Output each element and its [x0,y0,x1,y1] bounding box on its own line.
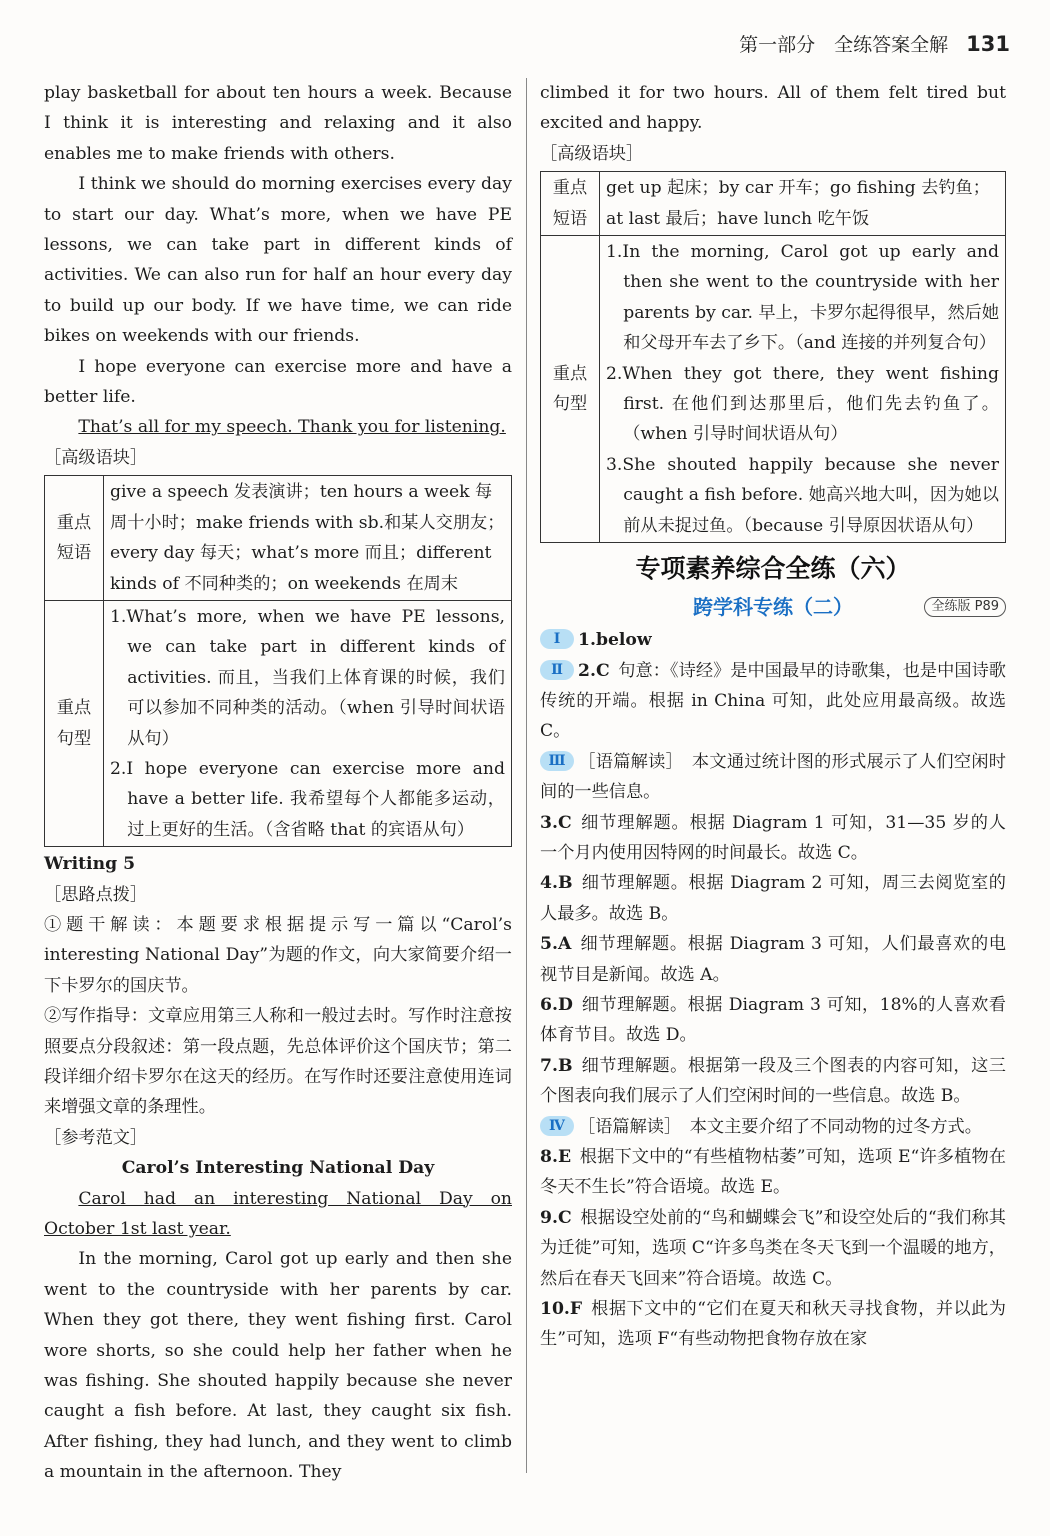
answer-item [540,656,1006,747]
key-phrases: give a speech 发表演讲；ten hours a week 每周十小时；make friends with sb.和某人交朋友；every day 每天；what’s more 而且；different kinds of 不同种类的；on weekends 在周末 [104,476,512,601]
answer-explanation: 细节理解题。根据 Diagram 3 可知，人们最喜欢的电视节目是新闻。故选 A。 [540,934,1006,985]
running-head: 第一部分 全练答案全解 [739,34,949,56]
advanced-chunks-table [44,475,512,847]
answer-item [540,990,1006,1051]
answer-number: 5.A [540,934,572,955]
key-sentence: 3.She shouted happily because she never caught a fish before. 她高兴地大叫，因为她以前从未捉过鱼。（because 引导原因状语从句） [606,454,999,536]
part-badge: Ⅳ [540,1116,574,1136]
speech-paragraph: I hope everyone can exercise more and have a better life. [44,356,512,408]
part-badge: Ⅲ [540,751,574,771]
table-header-sentences: 重点句型 [541,236,600,543]
answer-item [540,1112,1006,1142]
answer-explanation: 根据下文中的“它们在夏天和秋天寻找食物，并以此为生”可知，选项 F“有些动物把食物存放在家 [540,1299,1006,1350]
answer-number: 10.F [540,1299,583,1320]
label-sample: ［参考范文］ [44,1127,148,1148]
section-title: 专项素养综合全练（六） [635,554,911,584]
table-header-sentences: 重点句型 [45,600,104,846]
key-sentence: 2.I hope everyone can exercise more and have a better life. 我希望每个人都能多运动，过上更好的生活。（含省略 that 的宾语从句） [110,758,505,840]
label-advanced-chunks: ［高级语块］ [540,143,644,164]
answer-number: 9.C [540,1207,572,1228]
answer-number: 4.B [540,873,573,894]
thinking-point: ②写作指导：文章应用第三人称和一般过去时。写作时注意按照要点分段叙述：第一段点题，先总体评价这个国庆节；第二段详细介绍卡罗尔在这天的经历。在写作时还要注意使用连词来增强文章的条理性。 [44,1006,512,1118]
part-badge: Ⅱ [540,660,574,680]
writing-title: Writing 5 [44,854,136,875]
answer-explanation: 句意：《诗经》是中国最早的诗歌集，也是中国诗歌传统的开端。根据 in China 可知，此处应用最高级。故选 C。 [540,660,1006,742]
key-sentence: 1.What’s more, when we have PE lessons, we can take part in different kinds of activities. 而且，当我们上体育课的时候，我们可以参加不同种类的活动。（when 引导时间状语从句） [110,606,505,749]
answer-item [540,868,1006,929]
answer-explanation: 细节理解题。根据第一段及三个图表的内容可知，这三个图表向我们展示了人们空闲时间的一些信息。故选 B。 [540,1055,1006,1107]
answer-item [540,808,1006,869]
answer-list [540,625,1006,1355]
thinking-point: ①题干解读：本题要求根据提示写一篇以“Carol’s interesting National Day”为题的作文，向大家简要介绍一下卡罗尔的国庆节。 [44,914,512,996]
sub-title-text: 跨学科专练（二） [693,595,853,620]
table-header-phrases: 重点短语 [541,172,600,236]
column-divider [526,78,527,1473]
answer-item [540,1294,1006,1355]
answer-explanation: 根据设空处前的“鸟和蝴蝶会飞”和设空处后的“我们称其为迁徙”可知，选项 C“许多鸟类在冬天飞到一个温暖的地方，然后在春天飞回来”符合语境。故选 C。 [540,1207,1006,1289]
answer-explanation: 细节理解题。根据 Diagram 3 可知，18%的人喜欢看体育节目。故选 D。 [540,994,1006,1046]
essay-paragraph: Carol had an interesting National Day on October 1st last year. [44,1188,512,1240]
answer-explanation: ［语篇解读］ 本文主要介绍了不同动物的过冬方式。 [578,1116,982,1137]
answer-number: 2.C [578,660,610,681]
part-badge: Ⅰ [540,629,574,649]
answer-explanation: 细节理解题。根据 Diagram 1 可知，31—35 岁的人一个月内使用因特网的时间最长。故选 C。 [540,812,1006,863]
left-column [44,78,512,1488]
key-sentence: 2.When they got there, they went fishing first. 在他们到达那里后，他们先去钓鱼了。（when 引导时间状语从句） [606,363,999,445]
answer-item [540,929,1006,990]
answer-explanation: ［语篇解读］ 本文通过统计图的形式展示了人们空闲时间的一些信息。 [540,751,1006,803]
speech-paragraph: I think we should do morning exercises every day to start our day. What’s more, when we have PE lessons, we can take part in different kinds of activities. We can also run for half an hour every day to build up our body. If we have time, we can ride bikes on weekends with our friends. [44,174,512,347]
answer-explanation: 细节理解题。根据 Diagram 2 可知，周三去阅览室的人最多。故选 B。 [540,873,1006,924]
sub-section-title [540,589,1006,625]
answer-number: 6.D [540,994,573,1015]
page-number: 131 [966,32,1010,56]
advanced-chunks-table [540,171,1006,543]
answer-item [540,747,1006,808]
right-column [540,78,1006,1355]
answer-number: 3.C [540,812,572,833]
answer-explanation: 根据下文中的“有些植物枯萎”可知，选项 E“许多植物在冬天不生长”符合语境。故选 E。 [540,1147,1006,1198]
speech-closing: That’s all for my speech. Thank you for listening. [78,417,506,438]
label-thinking: ［思路点拨］ [44,884,148,905]
answer-item [540,1203,1006,1294]
label-advanced-chunks: ［高级语块］ [44,447,148,468]
key-sentence: 1.In the morning, Carol got up early and then she went to the countryside with her parents by car. 早上，卡罗尔起得很早，然后她和父母开车去了乡下。（and 连接的并列复合句） [606,242,1000,354]
answer-number: 8.E [540,1147,572,1167]
reference-tag: 全练版 P89 [924,597,1006,617]
key-phrases: get up 起床；by car 开车；go fishing 去钓鱼；at last 最后；have lunch 吃午饭 [600,172,1006,236]
answer-item [540,1142,1006,1203]
speech-paragraph: play basketball for about ten hours a week. Because I think it is interesting and relaxing and it also enables me to make friends with others. [44,83,512,164]
answer-number: 7.B [540,1055,573,1076]
essay-paragraph: In the morning, Carol got up early and then she went to the countryside with her parents by car. When they got there, they went fishing first. Carol wore shorts, so she could help her father when he was fishing. She shouted happily because she never caught a fish before. At last, they caught six fish. After fishing, they had lunch, and they went to climb a mountain in the afternoon. They [44,1249,512,1483]
page-header [739,30,1010,57]
answer-number: 1.below [578,630,652,651]
answer-item [540,625,1006,655]
answer-item [540,1051,1006,1112]
table-header-phrases: 重点短语 [45,476,104,601]
essay-continuation: climbed it for two hours. All of them felt tired but excited and happy. [540,83,1006,134]
essay-title: Carol’s Interesting National Day [121,1158,435,1179]
